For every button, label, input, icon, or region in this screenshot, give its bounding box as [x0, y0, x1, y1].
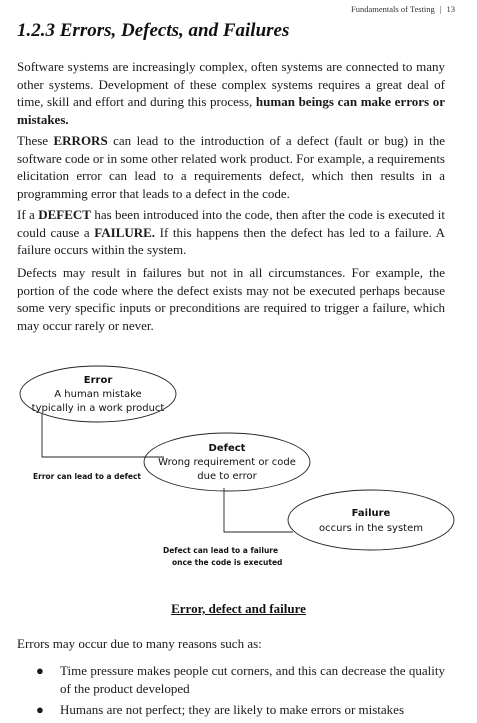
figure-caption: Error, defect and failure: [171, 601, 306, 616]
running-header: [351, 4, 455, 14]
bullet-icon: ●: [36, 663, 44, 678]
error-title: Error: [83, 375, 113, 386]
page-number: 13: [446, 4, 455, 14]
failure-line-1: occurs in the system: [319, 523, 423, 534]
paragraph-3-after: If this happens then the defect has led to a failure. A failure occurs within the system.: [17, 224, 445, 258]
bullet-icon: ●: [36, 702, 44, 718]
connector-defect-to-failure: [224, 488, 293, 532]
error-line-1: A human mistake: [54, 389, 142, 400]
failure-title: Failure: [351, 508, 391, 519]
paragraph-3: [17, 206, 445, 259]
defect-title: Defect: [208, 443, 246, 454]
defect-line-1: Wrong requirement or code: [158, 457, 296, 468]
paragraph-4: Defects may result in failures but not in all circumstances. For example, the portion of the code where the defect exists may not be executed perhaps because some very specific inputs or preconditions are required to trigger a failure, which may occur rarely or never.: [17, 265, 445, 333]
paragraph-1-text: Software systems are increasingly complex, often systems are connected to many other systems. Development of these complex systems requires a great deal of time, skill and effort and during this process,: [17, 59, 445, 110]
paragraph-3-middle: has been introduced into the code, then after the code is executed it could cause a: [17, 207, 445, 240]
list-item-text: Humans are not perfect; they are likely to make errors or mistakes: [60, 702, 405, 718]
reasons-list: [0, 662, 477, 723]
paragraph-3-before: If a: [17, 207, 39, 222]
paragraph-2-after: can lead to the introduction of a defect (fault or bug) in the software code or in some other related work product. For example, a requirements elicitation error can lead to a requirements defect, which then results in a programming error that leads to a defect in the code.: [17, 133, 445, 201]
paragraph-2: [17, 132, 445, 202]
section-title: 1.2.3 Errors, Defects, and Failures: [17, 20, 290, 41]
arrow-label-defect-to-failure-1: Defect can lead to a failure: [163, 546, 279, 555]
paragraph-1: [17, 58, 445, 128]
paragraph-3-bold-failure: FAILURE.: [94, 224, 156, 240]
defect-line-2: due to error: [197, 471, 257, 482]
arrow-label-defect-to-failure-2: once the code is executed: [172, 558, 283, 567]
list-item-text: Time pressure makes people cut corners, and this can decrease the quality of the product developed: [60, 663, 445, 696]
list-intro: Errors may occur due to many reasons such as:: [17, 636, 262, 651]
failure-ellipse: [288, 490, 454, 550]
list-item: [0, 662, 477, 697]
paragraph-3-bold-defect: DEFECT: [38, 207, 91, 222]
running-title: Fundamentals of Testing: [351, 4, 435, 14]
paragraph-2-before: These: [17, 133, 54, 148]
error-defect-failure-diagram: [0, 355, 477, 580]
paragraph-1-bold: human beings can make errors or mistakes.: [17, 94, 445, 127]
header-separator: |: [439, 4, 442, 14]
error-line-2: typically in a work product: [31, 403, 165, 414]
list-item: [0, 701, 477, 719]
paragraph-2-bold: ERRORS: [53, 133, 108, 148]
connector-error-to-defect: [42, 414, 164, 457]
arrow-label-error-to-defect: Error can lead to a defect: [33, 472, 141, 481]
